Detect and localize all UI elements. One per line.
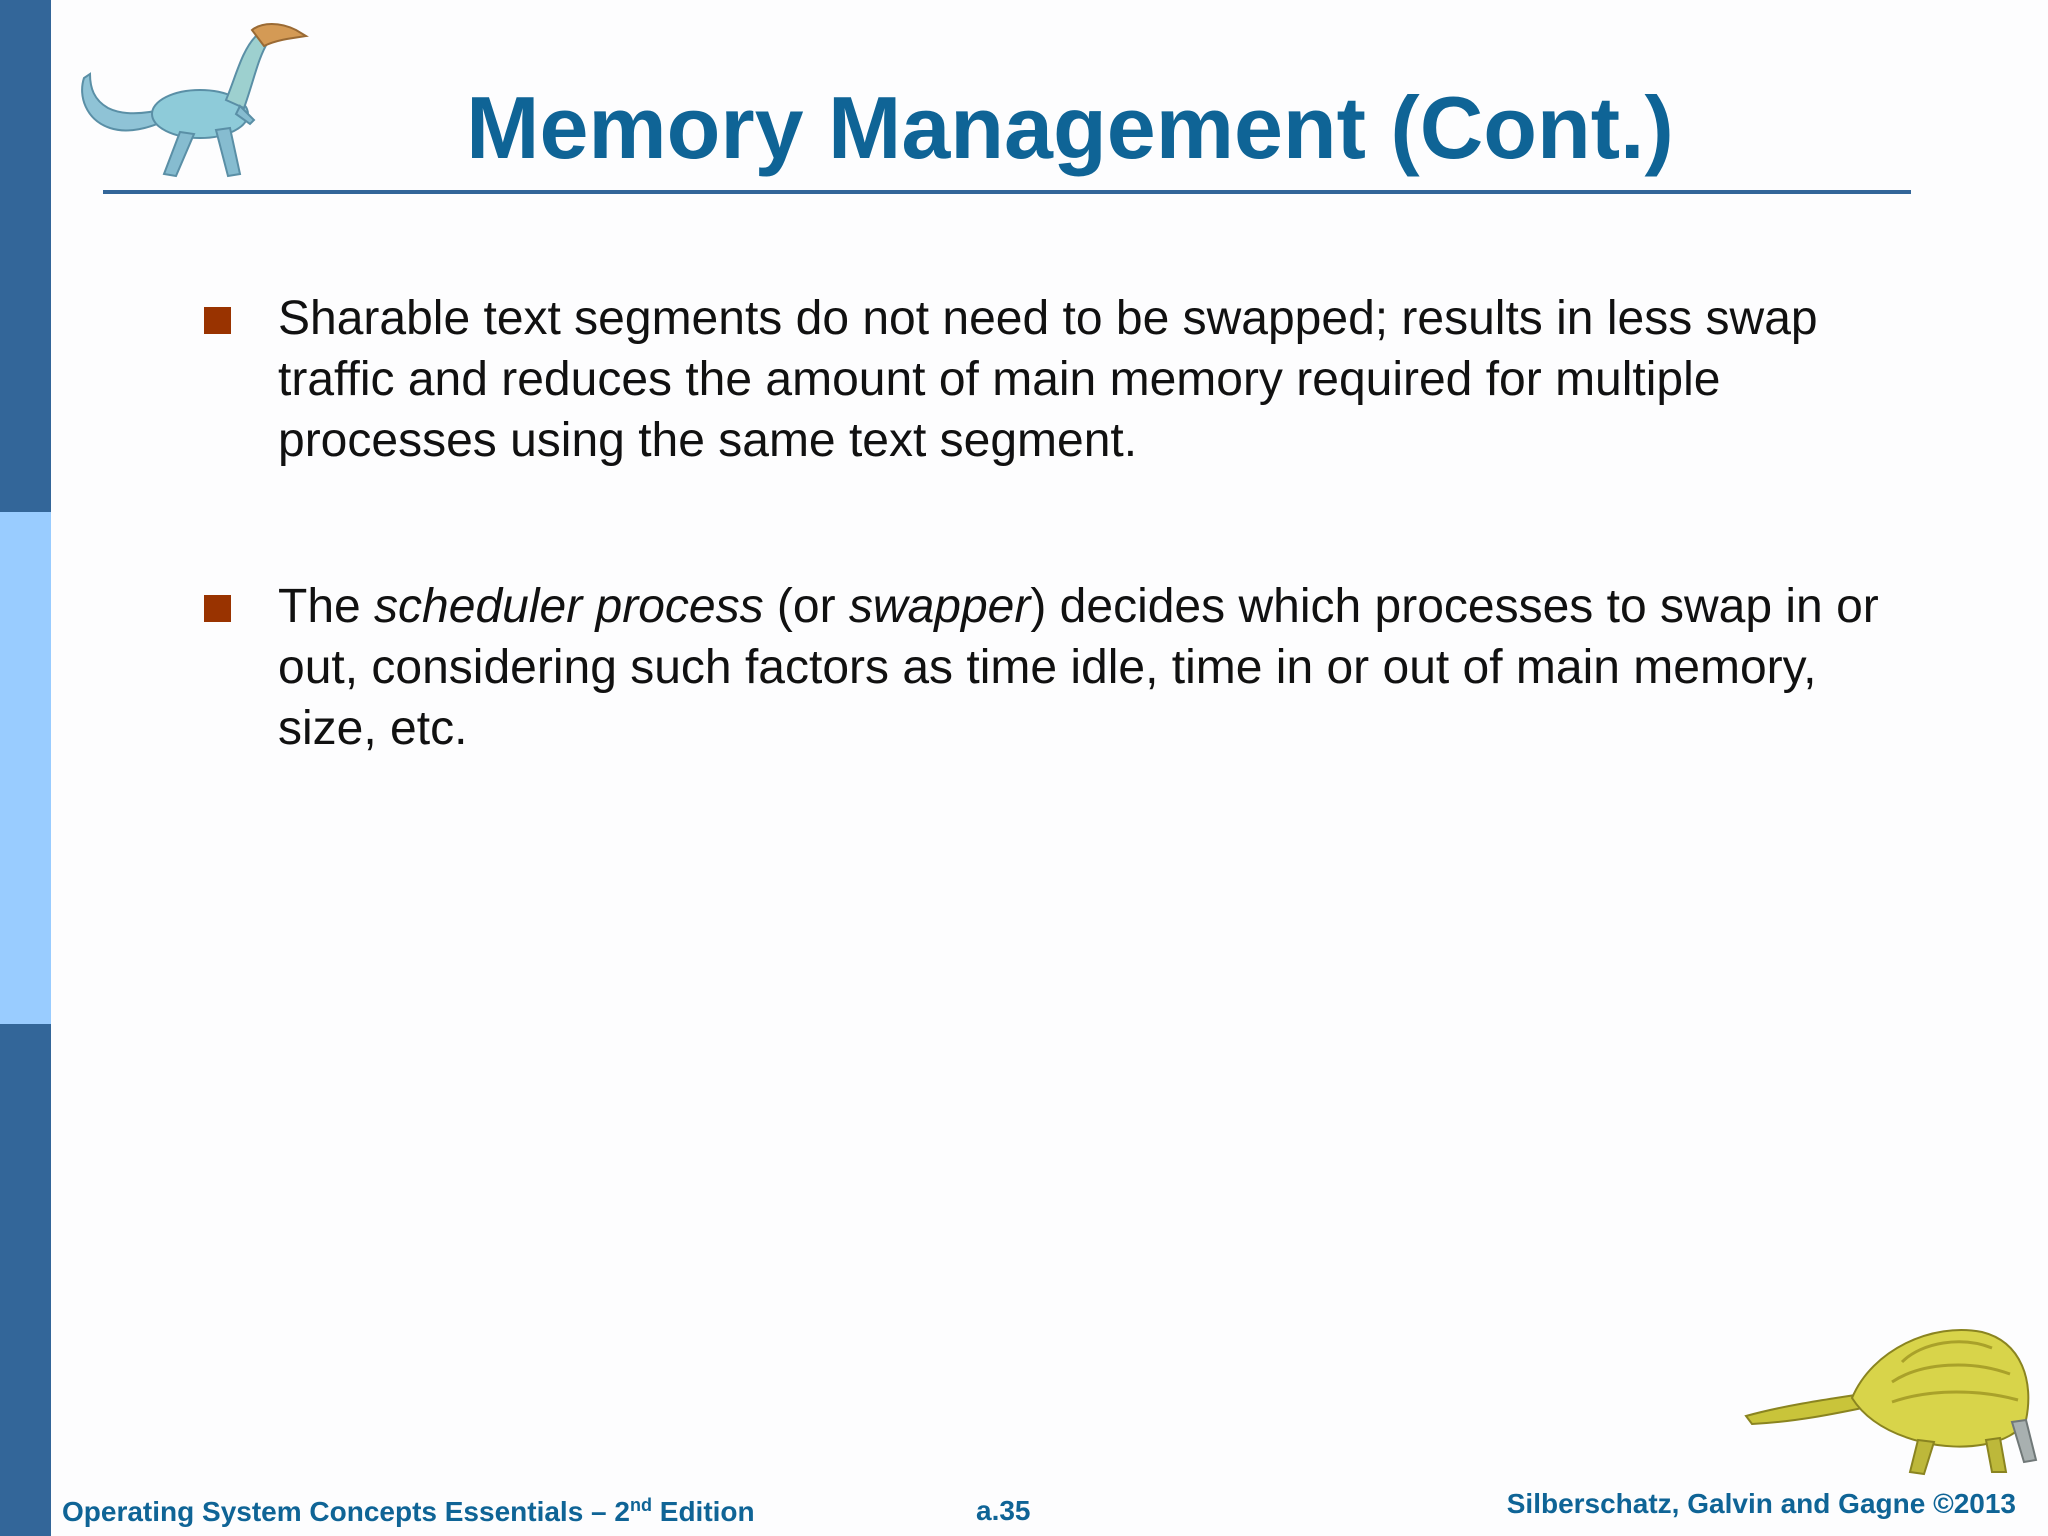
- bullet-item-2-text: ) decides which processes to swap in or out, considering such factors as time idle, time in or out of main memory, size, etc.: [278, 580, 1879, 755]
- term-scheduler-process: scheduler process: [374, 580, 764, 633]
- term-swapper: swapper: [848, 580, 1031, 633]
- left-sidebar-stripe: [0, 0, 51, 1536]
- footer-book-suffix: Edition: [651, 1496, 755, 1527]
- title-divider: [103, 190, 1911, 194]
- bullet-item-1: Sharable text segments do not need to be swapped; results in less swap traffic and reduces the amount of main memory required for multiple processes using the same text segment.: [278, 292, 1818, 467]
- bullet-square-icon: [204, 595, 231, 622]
- dinosaur-icon: [1742, 1302, 2042, 1478]
- footer-book-prefix: Operating System Concepts Essentials – 2: [62, 1496, 630, 1527]
- footer-book-title: [62, 1496, 755, 1528]
- footer-page-number: a.35: [976, 1495, 1031, 1526]
- bullet-item-2-text: The: [278, 580, 375, 633]
- slide-title: Memory Management (Cont.): [466, 78, 1674, 177]
- footer-authors: Silberschatz, Galvin and Gagne ©2013: [1506, 1488, 2016, 1519]
- bullet-item-2: [278, 576, 1918, 759]
- bullet-square-icon: [204, 307, 231, 334]
- footer-book-sup: nd: [629, 1495, 652, 1515]
- bullet-item-2-text: (or: [763, 580, 849, 633]
- left-sidebar-light-segment: [0, 512, 51, 1024]
